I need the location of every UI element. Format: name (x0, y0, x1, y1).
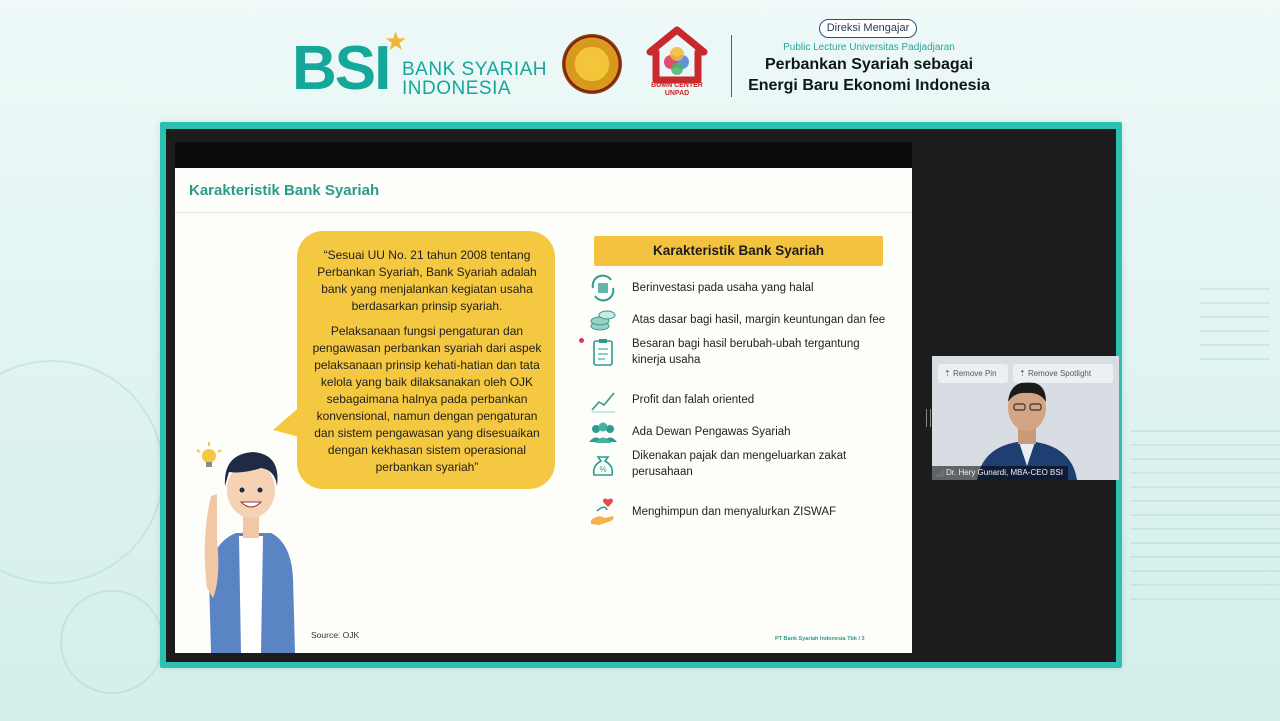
pin-icon: ⇡ (944, 369, 953, 378)
characteristics-header: Karakteristik Bank Syariah (594, 236, 883, 266)
spotlight-icon: ⇡ (1019, 369, 1028, 378)
list-item (587, 384, 887, 416)
remove-spotlight-button[interactable] (1013, 364, 1113, 383)
header-banner (0, 0, 1280, 115)
quote-paragraph-2: Pelaksanaan fungsi pengaturan dan pengawasan perbankan syariah dari aspek pelaksanaan prinsip kehati-hatian dan tata kelola yang baik dilaksanakan oleh OJK sebagaimana halnya pada perbankan konvensional, namun dengan pengaturan dan sistem pengawasan yang disesuaikan dengan kekhasan sistem operasional perbankan syariah” (312, 324, 542, 474)
participant-video[interactable] (932, 356, 1119, 480)
shared-slide (175, 168, 912, 653)
shared-screen-topbar (175, 142, 912, 168)
star-icon: ★ (384, 26, 408, 56)
remove-pin-button[interactable] (938, 364, 1008, 383)
person-illustration (191, 428, 301, 653)
laser-pointer-dot (579, 338, 584, 343)
people-icon (587, 416, 619, 448)
quote-paragraph-1: “Sesuai UU No. 21 tahun 2008 tentang Perbankan Syariah, Bank Syariah adalah bank yang menjalankan kegiatan usaha berdasarkan prinsip syariah. (317, 248, 537, 313)
bsi-logo-text (402, 60, 547, 98)
speech-bubble (297, 231, 555, 489)
list-item-text: Ada Dewan Pengawas Syariah (632, 426, 791, 438)
event-pill: Direksi Mengajar (819, 19, 917, 38)
list-item (587, 336, 887, 368)
bumn-line2: UNPAD (664, 90, 690, 97)
remove-spotlight-label: Remove Spotlight (1027, 369, 1092, 378)
list-item (587, 304, 887, 336)
bumn-center-logo (646, 26, 708, 84)
slide-title: Karakteristik Bank Syariah (189, 182, 380, 199)
list-item-text: Besaran bagi hasil berubah-ubah tergantung kinerja usaha (632, 338, 860, 366)
panel-resize-handle[interactable] (926, 409, 931, 427)
money-bag-icon (587, 448, 619, 480)
list-item-text: Dikenakan pajak dan mengeluarkan zakat perusahaan (632, 450, 847, 478)
unpad-seal-logo (562, 34, 622, 94)
bsi-logo: BSI (292, 34, 390, 103)
event-subtitle: Public Lecture Universitas Padjadjaran (783, 42, 955, 53)
list-item (587, 496, 887, 528)
bumn-center-label (643, 82, 711, 98)
hand-heart-icon (587, 496, 619, 528)
recycle-box-icon (587, 272, 619, 304)
list-item-text: Profit dan falah oriented (632, 394, 755, 406)
slide-footer: PT Bank Syariah Indonesia Tbk / 3 (775, 636, 865, 642)
background-circle-bottom (60, 590, 164, 694)
event-title-line1: Perbankan Syariah sebagai (764, 56, 974, 73)
brand-name-line1: BANK SYARIAH (402, 59, 548, 80)
lightbulb-icon (197, 442, 221, 467)
brand-name-line2: INDONESIA (402, 78, 512, 99)
list-item-text: Menghimpun dan menyalurkan ZISWAF (632, 506, 837, 518)
meeting-frame (160, 122, 1122, 668)
slide-title-rule (175, 212, 912, 213)
bumn-line1: BUMN CENTER (651, 82, 703, 89)
event-title-line2: Energi Baru Ekonomi Indonesia (748, 77, 990, 94)
svg-text:%: % (599, 465, 607, 474)
list-item-text: Atas dasar bagi hasil, margin keuntungan dan fee (632, 314, 886, 326)
list-item (587, 448, 887, 480)
meeting-screen (166, 129, 1116, 662)
clipboard-icon (587, 336, 619, 368)
slide-source: Source: OJK (311, 630, 360, 640)
trend-chart-icon (587, 384, 619, 416)
background-keyboard-lines (1130, 420, 1280, 600)
list-item-text: Berinvestasi pada usaha yang halal (632, 282, 814, 294)
list-item (587, 272, 887, 304)
participant-name: Dr. Hery Gunardi, MBA-CEO BSI (932, 466, 1068, 480)
background-circle-left (0, 360, 164, 584)
remove-pin-label: Remove Pin (952, 369, 997, 378)
background-document-lines (1200, 280, 1270, 360)
list-item (587, 416, 887, 448)
header-divider (731, 35, 732, 97)
coins-icon (587, 304, 619, 336)
quote-text (311, 247, 543, 484)
